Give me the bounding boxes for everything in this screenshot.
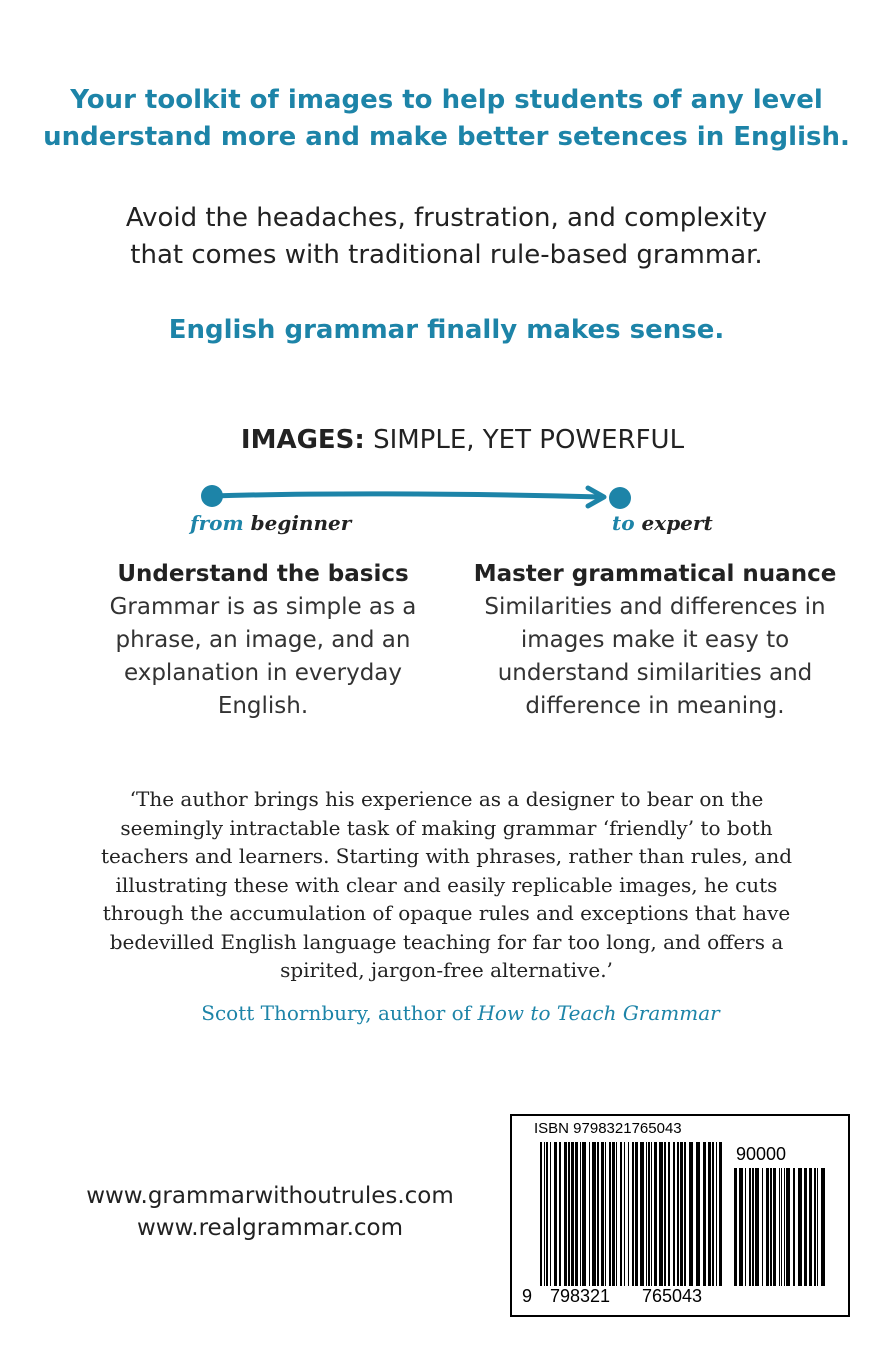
- barcode-bar: [696, 1142, 700, 1286]
- basics-line: Grammar is as simple as a: [109, 594, 417, 620]
- images-heading-rest: SIMPLE, YET POWERFUL: [373, 425, 685, 455]
- barcode-bar: [624, 1142, 625, 1286]
- barcode-bar: [546, 1142, 548, 1286]
- barcode-bar: [734, 1168, 737, 1286]
- barcode-bar: [762, 1168, 763, 1286]
- barcode-bar: [648, 1142, 650, 1286]
- barcode-bar: [540, 1142, 542, 1286]
- barcode-bar: [814, 1168, 816, 1286]
- images-heading: [0, 422, 893, 459]
- basics-title: Understand the basics: [117, 561, 409, 587]
- barcode-bar: [668, 1142, 670, 1286]
- quote-line: bedevilled English language teaching for far too long, and offers a: [109, 929, 784, 954]
- barcode-bar: [684, 1142, 686, 1286]
- barcode-bar: [550, 1142, 551, 1286]
- barcode-bar: [664, 1142, 666, 1286]
- review-quote: [0, 785, 893, 985]
- barcode-bar: [745, 1168, 746, 1286]
- barcode-bar: [689, 1142, 693, 1286]
- barcode-digit-group-2: 765043: [642, 1286, 703, 1306]
- barcode-bar: [559, 1142, 561, 1286]
- quote-line: through the accumulation of opaque rules and exceptions that have: [102, 901, 791, 925]
- tagline-line-1: Your toolkit of images to help students of any level: [70, 85, 823, 115]
- barcode-bar: [605, 1142, 606, 1286]
- barcode-bar: [597, 1142, 599, 1286]
- barcode-bar: [781, 1168, 782, 1286]
- barcode-bar: [821, 1168, 825, 1286]
- barcode-bar: [677, 1142, 679, 1286]
- nuance-title: Master grammatical nuance: [473, 561, 837, 587]
- barcode-bar: [592, 1142, 596, 1286]
- quote-line: teachers and learners. Starting with phrases, rather than rules, and: [100, 844, 793, 868]
- scale-to-level: expert: [641, 511, 713, 535]
- isbn-label: ISBN 9798321765043: [534, 1120, 682, 1137]
- barcode-bar: [739, 1168, 743, 1286]
- barcode-bar: [564, 1142, 567, 1286]
- attribution-prefix: Scott Thornbury, author of: [201, 1001, 478, 1025]
- tagline-line-2: understand more and make better setences in English.: [43, 122, 850, 152]
- barcode-bar: [798, 1168, 802, 1286]
- tagline: [0, 82, 893, 156]
- scale-to-label: [612, 511, 713, 535]
- quote-line: seemingly intractable task of making grammar ‘friendly’ to both: [120, 815, 773, 840]
- barcode-digit-first: 9: [522, 1286, 533, 1306]
- barcode-bar: [673, 1142, 675, 1286]
- nuance-line: images make it easy to: [520, 627, 790, 653]
- barcode-bar: [582, 1142, 586, 1286]
- arrow-start-dot: [201, 485, 223, 507]
- barcode-bar: [817, 1168, 818, 1286]
- barcode-bar: [612, 1142, 615, 1286]
- intro-text: [0, 200, 893, 274]
- barcode-bar: [632, 1142, 634, 1286]
- barcode-bar: [770, 1168, 772, 1286]
- barcode-bar: [575, 1142, 578, 1286]
- nuance-line: Similarities and differences in: [484, 594, 826, 620]
- isbn-barcode: [510, 1114, 850, 1317]
- websites: [60, 1180, 480, 1244]
- quote-attribution: [0, 998, 893, 1028]
- attribution-book-title: How to Teach Grammar: [477, 1001, 720, 1025]
- quote-line: illustrating these with clear and easily replicable images, he cuts: [115, 872, 778, 897]
- quote-line: ‘The author brings his experience as a designer to bear on the: [129, 787, 764, 811]
- nuance-column: [470, 558, 840, 723]
- barcode-bar: [716, 1142, 717, 1286]
- barcode-bar: [809, 1168, 812, 1286]
- barcode-bar: [568, 1142, 570, 1286]
- nuance-line: understand similarities and: [497, 660, 813, 686]
- claim-heading: English grammar finally makes sense.: [168, 315, 725, 345]
- barcode-bar: [752, 1168, 754, 1286]
- intro-line-1: Avoid the headaches, frustration, and complexity: [125, 203, 768, 233]
- barcode-bar: [680, 1142, 683, 1286]
- barcode-bar: [609, 1142, 611, 1286]
- scale-to-word: to: [612, 511, 635, 535]
- barcode-bar: [719, 1142, 722, 1286]
- scale-from-level: beginner: [250, 511, 352, 535]
- barcode-bar: [580, 1142, 581, 1286]
- barcode-bar: [620, 1142, 622, 1286]
- barcode-bar: [786, 1168, 790, 1286]
- price-code: 90000: [736, 1144, 787, 1164]
- scale-from-label: [190, 511, 351, 535]
- barcode-bar: [589, 1142, 590, 1286]
- barcode-bar: [544, 1142, 545, 1286]
- barcode-bar: [708, 1142, 711, 1286]
- quote-line: spirited, jargon-free alternative.’: [280, 958, 613, 982]
- basics-line: phrase, an image, and an: [115, 627, 411, 653]
- barcode-bar: [616, 1142, 617, 1286]
- barcode-digit-group-1: 798321: [550, 1286, 611, 1306]
- barcode-bar: [654, 1142, 657, 1286]
- nuance-line: difference in meaning.: [525, 693, 785, 719]
- barcode-bar: [635, 1142, 638, 1286]
- intro-line-2: that comes with traditional rule-based grammar.: [130, 240, 763, 270]
- barcode-bar: [773, 1168, 776, 1286]
- barcode-bar: [646, 1142, 647, 1286]
- website-link[interactable]: www.grammarwithoutrules.com: [86, 1183, 454, 1209]
- barcode-bar: [628, 1142, 629, 1286]
- barcode-bar: [712, 1142, 714, 1286]
- barcode-bar: [784, 1168, 785, 1286]
- barcode-bar: [749, 1168, 751, 1286]
- barcode-bar: [601, 1142, 604, 1286]
- barcode-bar: [659, 1142, 663, 1286]
- barcode-bar: [651, 1142, 652, 1286]
- barcode-bar: [703, 1142, 706, 1286]
- basics-column: [108, 558, 418, 723]
- scale-from-word: from: [190, 511, 244, 535]
- barcode-bar: [640, 1142, 644, 1286]
- arrow-end-dot: [609, 487, 631, 509]
- barcode-bar: [793, 1168, 795, 1286]
- barcode-bar: [554, 1142, 557, 1286]
- images-heading-bold: IMAGES:: [240, 425, 365, 455]
- barcode-bar: [571, 1142, 574, 1286]
- basics-line: explanation in everyday: [123, 660, 403, 686]
- barcode-bar: [755, 1168, 759, 1286]
- barcode-bar: [766, 1168, 769, 1286]
- basics-line: English.: [217, 693, 309, 719]
- website-link[interactable]: www.realgrammar.com: [136, 1215, 404, 1241]
- barcode-bar: [804, 1168, 807, 1286]
- barcode-bar: [779, 1168, 780, 1286]
